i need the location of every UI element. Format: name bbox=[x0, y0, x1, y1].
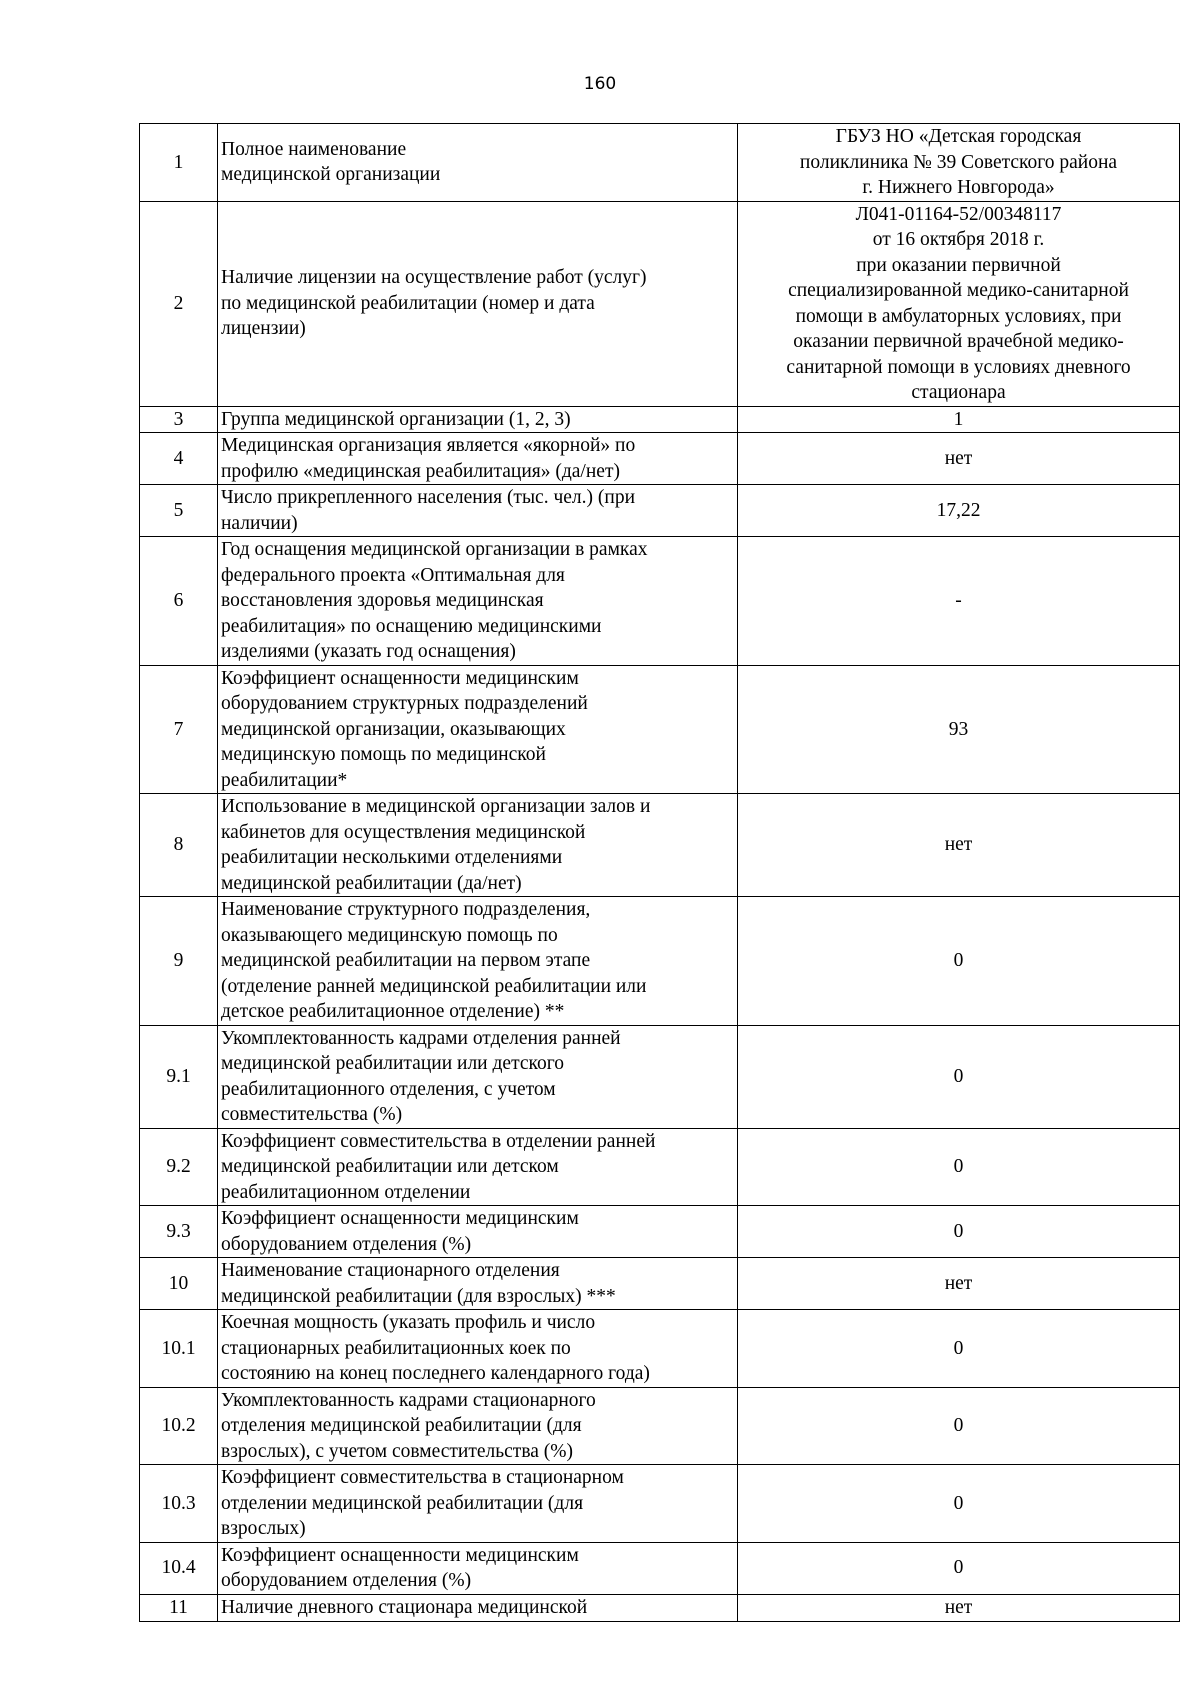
parameter-cell bbox=[218, 665, 738, 794]
parameter-line: Коэффициент оснащенности медицинским bbox=[221, 1544, 579, 1566]
parameter-line: Коэффициент совместительства в отделении ранней bbox=[221, 1130, 656, 1152]
parameter-line: профилю «медицинская реабилитация» (да/нет) bbox=[221, 460, 620, 482]
value-line: 0 bbox=[953, 1065, 964, 1087]
parameter-line: лицензии) bbox=[221, 318, 306, 340]
parameter-line: стационарных реабилитационных коек по bbox=[221, 1337, 571, 1359]
value-cell bbox=[738, 537, 1180, 666]
table-row bbox=[140, 794, 1180, 897]
row-number: 11 bbox=[140, 1594, 218, 1621]
table-row bbox=[140, 537, 1180, 666]
table-row bbox=[140, 1465, 1180, 1543]
parameter-line: изделиями (указать год оснащения) bbox=[221, 641, 516, 662]
row-number: 8 bbox=[140, 794, 218, 897]
value-cell bbox=[738, 897, 1180, 1026]
parameter-cell bbox=[218, 794, 738, 897]
value-line: 0 bbox=[953, 1220, 964, 1242]
table-row bbox=[140, 897, 1180, 1026]
report-table bbox=[139, 123, 1180, 1622]
row-number: 6 bbox=[140, 537, 218, 666]
table-row bbox=[140, 1387, 1180, 1465]
parameter-line: отделении медицинской реабилитации (для bbox=[221, 1492, 584, 1514]
table-row bbox=[140, 1542, 1180, 1594]
value-cell bbox=[738, 1258, 1180, 1310]
parameter-line: по медицинской реабилитации (номер и дата bbox=[221, 292, 595, 314]
parameter-cell bbox=[218, 1025, 738, 1128]
parameter-line: медицинской реабилитации (да/нет) bbox=[221, 872, 522, 894]
parameter-cell bbox=[218, 1387, 738, 1465]
value-cell bbox=[738, 485, 1180, 537]
value-cell bbox=[738, 201, 1180, 406]
parameter-line: совместительства (%) bbox=[221, 1104, 403, 1125]
table-row bbox=[140, 1594, 1180, 1621]
parameter-line: Число прикрепленного населения (тыс. чел.) (при bbox=[221, 487, 636, 508]
value-line: помощи в амбулаторных условиях, при bbox=[795, 305, 1122, 327]
row-number: 1 bbox=[140, 124, 218, 202]
value-line: г. Нижнего Новгорода» bbox=[862, 177, 1055, 198]
value-line: 0 bbox=[953, 1415, 964, 1436]
value-line: от 16 октября 2018 г. bbox=[872, 229, 1045, 250]
value-cell bbox=[738, 1465, 1180, 1543]
value-line: стационара bbox=[911, 382, 1006, 403]
parameter-cell bbox=[218, 485, 738, 537]
table-body bbox=[140, 124, 1180, 1622]
parameter-cell bbox=[218, 897, 738, 1026]
parameter-line: реабилитация» по оснащению медицинскими bbox=[221, 615, 602, 637]
parameter-line: отделения медицинской реабилитации (для bbox=[221, 1415, 582, 1436]
parameter-line: реабилитационного отделения, с учетом bbox=[221, 1078, 556, 1100]
value-cell bbox=[738, 1542, 1180, 1594]
value-cell bbox=[738, 1206, 1180, 1258]
value-cell bbox=[738, 794, 1180, 897]
parameter-line: медицинской реабилитации или детском bbox=[221, 1156, 559, 1177]
parameter-cell bbox=[218, 406, 738, 433]
value-line: 0 bbox=[953, 950, 964, 971]
row-number: 10 bbox=[140, 1258, 218, 1310]
parameter-cell bbox=[218, 1594, 738, 1621]
table-row bbox=[140, 406, 1180, 433]
parameter-line: федерального проекта «Оптимальная для bbox=[221, 564, 565, 586]
parameter-line: медицинской организации, оказывающих bbox=[221, 718, 566, 740]
row-number: 9 bbox=[140, 897, 218, 1026]
parameter-line: медицинскую помощь по медицинской bbox=[221, 744, 546, 765]
row-number: 7 bbox=[140, 665, 218, 794]
parameter-line: медицинской реабилитации на первом этапе bbox=[221, 950, 591, 971]
parameter-line: Коэффициент оснащенности медицинским bbox=[221, 1208, 579, 1229]
parameter-cell bbox=[218, 1310, 738, 1388]
value-line: оказании первичной врачебной медико- bbox=[793, 331, 1124, 352]
parameter-cell bbox=[218, 1258, 738, 1310]
value-line: 0 bbox=[953, 1557, 964, 1579]
value-cell bbox=[738, 433, 1180, 485]
table-row bbox=[140, 665, 1180, 794]
parameter-line: Коечная мощность (указать профиль и число bbox=[221, 1312, 596, 1333]
parameter-line: Наличие лицензии на осуществление работ (услуг) bbox=[221, 267, 647, 289]
parameter-line: взрослых) bbox=[221, 1518, 306, 1539]
value-cell bbox=[738, 406, 1180, 433]
value-line: при оказании первичной bbox=[856, 254, 1061, 276]
value-line: санитарной помощи в условиях дневного bbox=[786, 356, 1131, 378]
row-number: 10.2 bbox=[140, 1387, 218, 1465]
parameter-line: реабилитации несколькими отделениями bbox=[221, 847, 563, 868]
row-number: 10.4 bbox=[140, 1542, 218, 1594]
value-line: специализированной медико-санитарной bbox=[788, 280, 1129, 301]
value-line: нет bbox=[944, 1272, 973, 1294]
parameter-line: (отделение ранней медицинской реабилитации или bbox=[221, 975, 647, 997]
parameter-line: наличии) bbox=[221, 512, 298, 534]
parameter-line: Год оснащения медицинской организации в рамках bbox=[221, 539, 648, 560]
parameter-line: реабилитационном отделении bbox=[221, 1181, 471, 1203]
row-number: 5 bbox=[140, 485, 218, 537]
row-number: 4 bbox=[140, 433, 218, 485]
row-number: 10.3 bbox=[140, 1465, 218, 1543]
value-line: 0 bbox=[953, 1492, 964, 1514]
row-number: 2 bbox=[140, 201, 218, 406]
parameter-cell bbox=[218, 1542, 738, 1594]
parameter-line: взрослых), с учетом совместительства (%) bbox=[221, 1440, 574, 1462]
parameter-line: Группа медицинской организации (1, 2, 3) bbox=[221, 408, 571, 430]
parameter-line: состоянию на конец последнего календарного года) bbox=[221, 1363, 650, 1384]
parameter-cell bbox=[218, 537, 738, 666]
parameter-line: Наличие дневного стационара медицинской bbox=[221, 1596, 588, 1618]
table-row bbox=[140, 433, 1180, 485]
table-row bbox=[140, 485, 1180, 537]
page-number: 160 bbox=[583, 74, 617, 94]
row-number: 3 bbox=[140, 406, 218, 433]
table-row bbox=[140, 1258, 1180, 1310]
value-line: нет bbox=[944, 834, 973, 856]
parameter-line: Коэффициент совместительства в стационарном bbox=[221, 1467, 624, 1488]
value-line: 93 bbox=[948, 718, 969, 740]
parameter-cell bbox=[218, 124, 738, 202]
value-cell bbox=[738, 1310, 1180, 1388]
value-line: нет bbox=[944, 447, 973, 469]
parameter-line: реабилитации* bbox=[221, 769, 348, 791]
table-row bbox=[140, 1128, 1180, 1206]
parameter-line: кабинетов для осуществления медицинской bbox=[221, 821, 586, 843]
parameter-line: оборудованием отделения (%) bbox=[221, 1233, 472, 1255]
parameter-line: оборудованием отделения (%) bbox=[221, 1570, 472, 1591]
parameter-line: Полное наименование bbox=[221, 138, 407, 160]
parameter-cell bbox=[218, 1128, 738, 1206]
value-line: - bbox=[955, 590, 962, 611]
parameter-cell bbox=[218, 201, 738, 406]
parameter-line: Использование в медицинской организации залов и bbox=[221, 796, 651, 817]
row-number: 9.2 bbox=[140, 1128, 218, 1206]
row-number: 10.1 bbox=[140, 1310, 218, 1388]
table-row bbox=[140, 1206, 1180, 1258]
value-line: 0 bbox=[953, 1337, 964, 1359]
parameter-line: Коэффициент оснащенности медицинским bbox=[221, 667, 579, 689]
table-row bbox=[140, 201, 1180, 406]
value-line: поликлиника № 39 Советского района bbox=[799, 151, 1118, 173]
parameter-line: детское реабилитационное отделение) ** bbox=[221, 1001, 565, 1022]
parameter-line: Медицинская организация является «якорной» по bbox=[221, 435, 636, 456]
parameter-cell bbox=[218, 433, 738, 485]
parameter-line: медицинской реабилитации (для взрослых) *** bbox=[221, 1285, 616, 1307]
parameter-line: медицинской реабилитации или детского bbox=[221, 1053, 564, 1074]
value-line: нет bbox=[944, 1596, 973, 1618]
parameter-line: Укомплектованность кадрами отделения ранней bbox=[221, 1027, 621, 1049]
parameter-line: Укомплектованность кадрами стационарного bbox=[221, 1389, 596, 1411]
value-line: Л041-01164-52/00348117 bbox=[855, 203, 1062, 225]
value-line: 0 bbox=[953, 1156, 964, 1177]
table-row bbox=[140, 1025, 1180, 1128]
table-row bbox=[140, 124, 1180, 202]
parameter-line: оказывающего медицинскую помощь по bbox=[221, 924, 558, 946]
value-cell bbox=[738, 1025, 1180, 1128]
parameter-line: медицинской организации bbox=[221, 164, 441, 186]
value-cell bbox=[738, 1594, 1180, 1621]
value-line: 1 bbox=[953, 408, 964, 430]
row-number: 9.1 bbox=[140, 1025, 218, 1128]
parameter-line: Наименование структурного подразделения, bbox=[221, 899, 591, 920]
value-cell bbox=[738, 1128, 1180, 1206]
value-line: 17,22 bbox=[936, 499, 981, 521]
parameter-cell bbox=[218, 1465, 738, 1543]
parameter-line: восстановления здоровья медицинская bbox=[221, 590, 544, 611]
row-number: 9.3 bbox=[140, 1206, 218, 1258]
parameter-line: оборудованием структурных подразделений bbox=[221, 693, 588, 714]
value-cell bbox=[738, 124, 1180, 202]
value-line: ГБУЗ НО «Детская городская bbox=[835, 126, 1082, 147]
parameter-line: Наименование стационарного отделения bbox=[221, 1260, 560, 1281]
value-cell bbox=[738, 1387, 1180, 1465]
table-row bbox=[140, 1310, 1180, 1388]
value-cell bbox=[738, 665, 1180, 794]
parameter-cell bbox=[218, 1206, 738, 1258]
